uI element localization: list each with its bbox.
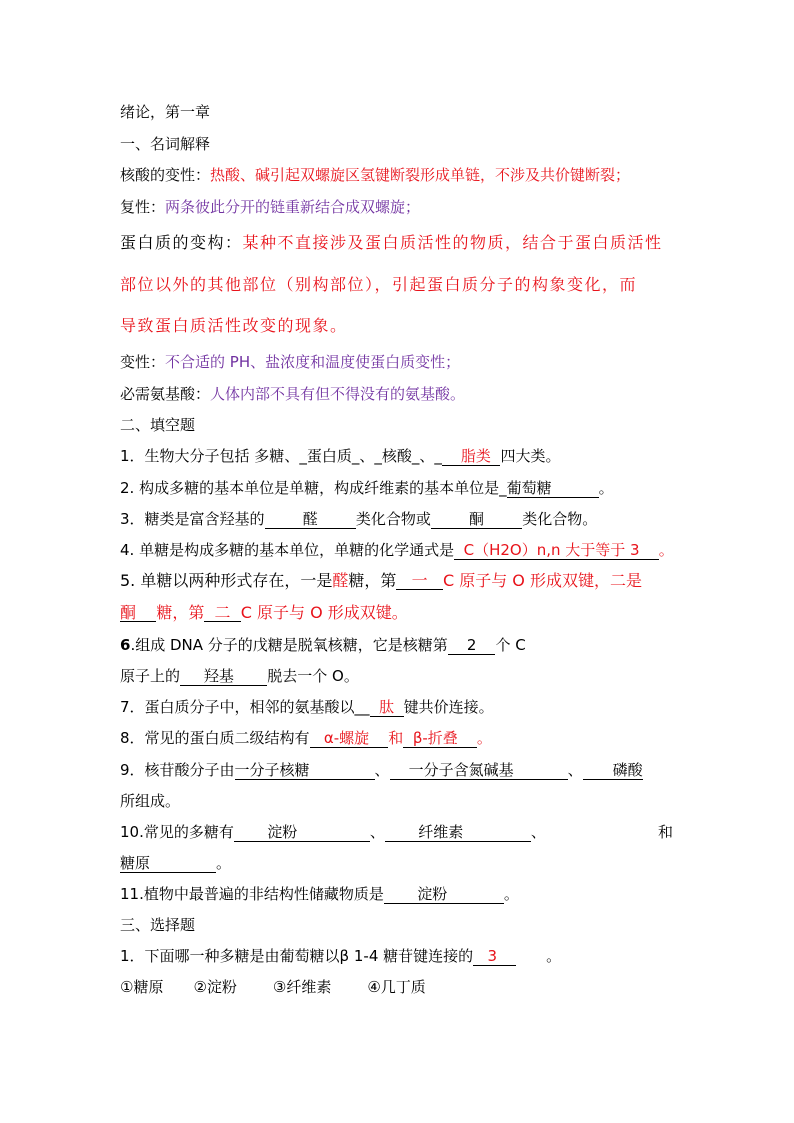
choice-question: 1．下面哪一种多糖是由葡萄糖以β 1-4 糖苷键连接的 3 。 xyxy=(120,947,562,965)
blank: 纤维素 xyxy=(385,824,531,842)
section-heading: 三、选择题 xyxy=(120,916,196,934)
term-definition xyxy=(120,352,460,372)
fill-question-continuation: 原子上的 羟基 脱去一个 O。 xyxy=(120,667,359,685)
blank: 一分子核糖 xyxy=(235,762,375,780)
term-definition xyxy=(120,233,663,253)
blank: 葡萄糖 xyxy=(507,480,599,498)
fill-question: 10.常见的多糖有 淀粉 、 纤维素 、 xyxy=(120,823,546,841)
term-definition xyxy=(120,197,420,217)
option: ③纤维素 xyxy=(272,978,332,996)
definition: 人体内部不具有但不得没有的氨基酸。 xyxy=(210,385,466,403)
term-definition xyxy=(120,384,465,404)
option: ②淀粉 xyxy=(193,978,237,996)
blank: 糖原 xyxy=(120,855,216,873)
blank: 酮 xyxy=(431,511,522,529)
definition: 不合适的 PH、盐浓度和温度使蛋白质变性； xyxy=(165,353,461,371)
fill-question: 9．核苷酸分子由一分子核糖 、 一分子含氮碱基 、 磷酸 xyxy=(120,761,643,779)
definition-continuation: 部位以外的其他部位（别构部位），引起蛋白质分子的构象变化，而 xyxy=(120,275,638,294)
term: 蛋白质的变构： xyxy=(120,233,243,252)
fill-question: 5. 单糖以两种形式存在，一是醛糖，第 一 C 原子与 O 形成双键，二是 xyxy=(120,571,642,590)
fill-question: 7．蛋白质分子中，相邻的氨基酸以__ 肽 键共价连接。 xyxy=(120,698,494,716)
fill-question-continuation: 糖原 。 xyxy=(120,854,232,872)
blank: 肽 xyxy=(370,699,404,717)
blank: 二 xyxy=(204,604,240,622)
blank: C（H2O）n,n 大于等于 3 xyxy=(454,542,659,560)
blank: 酮 xyxy=(120,604,156,622)
blank: 脂类 xyxy=(442,448,501,466)
blank: β-折叠 xyxy=(403,730,477,748)
fill-question: 8．常见的蛋白质二级结构有 α-螺旋 和 β-折叠 。 xyxy=(120,729,492,747)
fill-question-continuation: 酮 糖，第 二 C 原子与 O 形成双键。 xyxy=(120,603,408,622)
fill-question-connector: 和 xyxy=(658,823,674,841)
option: ①糖原 xyxy=(120,978,164,996)
section-heading: 一、名词解释 xyxy=(120,135,211,153)
term: 复性： xyxy=(120,198,166,216)
fill-question: 11.植物中最普遍的非结构性储藏物质是 淀粉 。 xyxy=(120,885,519,903)
blank: 淀粉 xyxy=(234,824,370,842)
blank: α-螺旋 xyxy=(310,730,389,748)
blank: 磷酸 xyxy=(583,762,643,780)
term: 变性： xyxy=(120,353,166,371)
definition: 某种不直接涉及蛋白质活性的物质，结合于蛋白质活性 xyxy=(242,233,663,252)
fill-question: 6.组成 DNA 分子的戊糖是脱氧核糖，它是核糖第 2 个 C xyxy=(120,636,526,654)
blank: 一 xyxy=(396,572,443,590)
blank: 2 xyxy=(448,637,496,655)
fill-question-continuation: 所组成。 xyxy=(120,792,181,810)
fill-question: 3．糖类是富含羟基的 醛 类化合物或 酮 类化合物。 xyxy=(120,510,598,528)
blank: 醛 xyxy=(265,511,356,529)
definition: 热酸、碱引起双螺旋区氢键断裂形成单链，不涉及共价键断裂； xyxy=(210,166,631,184)
fill-question: 1．生物大分子包括 多糖、_蛋白质_、_核酸_、_ 脂类 四大类。 xyxy=(120,447,561,465)
choice-options xyxy=(120,977,426,997)
blank: 3 xyxy=(473,948,516,966)
fill-question: 2. 构成多糖的基本单位是单糖，构成纤维素的基本单位是_葡萄糖 。 xyxy=(120,479,614,497)
fill-question: 4. 单糖是构成多糖的基本单位，单糖的化学通式是 C（H2O）n,n 大于等于 3 。 xyxy=(120,541,674,559)
term: 必需氨基酸： xyxy=(120,385,211,403)
term-definition xyxy=(120,165,630,185)
section-heading: 二、填空题 xyxy=(120,416,196,434)
term: 核酸的变性： xyxy=(120,166,211,184)
chapter-title: 绪论，第一章 xyxy=(120,103,211,121)
option: ④几丁质 xyxy=(367,978,426,996)
definition: 两条彼此分开的链重新结合成双螺旋； xyxy=(165,198,421,216)
blank: 羟基 xyxy=(180,668,267,686)
definition-continuation: 导致蛋白质活性改变的现象。 xyxy=(120,316,348,335)
blank: 一分子含氮碱基 xyxy=(390,762,568,780)
blank: 淀粉 xyxy=(384,886,504,904)
